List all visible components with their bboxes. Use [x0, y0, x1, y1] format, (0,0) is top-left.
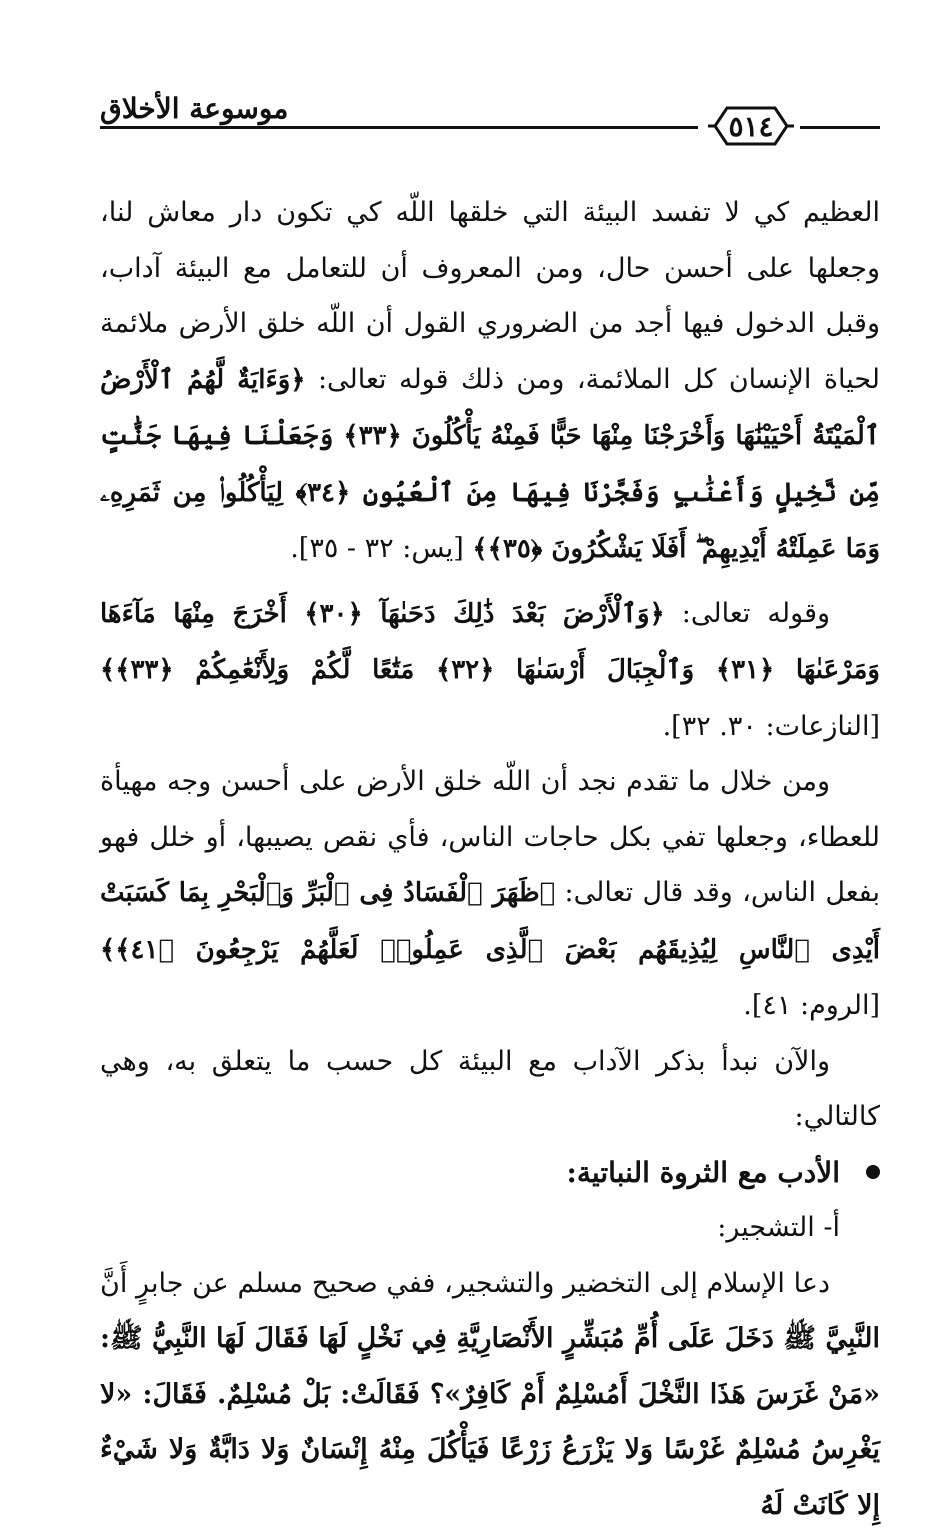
bullet-icon [866, 1165, 880, 1179]
quran-verse: ﴿وَءَايَةٌ لَّهُمُ ٱلْأَرْضُ ٱلْمَيْتَةُ أَحْيَيْنَٰهَا وَأَخْرَجْنَا مِنْهَا حَبًّا فَمِنْهُ يَأْكُلُونَ ﴿٣٣﴾ وَجَعَلْنَا فِيهَا جَنَّٰتٍ مِّن نَّخِيلٍ وَأَعْنَٰبٍ وَفَجَّرْنَا فِيهَا مِنَ ٱلْعُيُونِ ﴿٣٤﴾ لِيَأْكُلُوا۟ مِن ثَمَرِهِۦ وَمَا عَمِلَتْهُ أَيْدِيهِمْ ۖ أَفَلَا يَشْكُرُونَ ﴿٣٥﴾﴾ [100, 365, 880, 565]
hadith-text: النَّبِيَّ ﷺ دَخَلَ عَلَى أُمِّ مُبَشِّرٍ الأَنْصَارِيَّةِ فِي نَخْلٍ لَهَا فَقَالَ لَهَا النَّبِيُّ ﷺ: «مَنْ غَرَسَ هَذَا النَّخْلَ أَمُسْلِمٌ أَمْ كَافِرٌ»؟ فَقَالَتْ: بَلْ مُسْلِمٌ. فَقَالَ: «لا يَغْرِسُ مُسْلِمٌ غَرْسًا وَلا يَزْرَعُ زَرْعًا فَيَأْكُلَ مِنْهُ إِنْسَانٌ وَلا دَابَّةٌ وَلا شَيْءٌ إِلا كَانَتْ لَهُ [100, 1323, 880, 1521]
page-header [100, 84, 880, 144]
quran-verse: ﴿وَٱلْأَرْضَ بَعْدَ ذَٰلِكَ دَحَىٰهَآ ﴿٣٠﴾ أَخْرَجَ مِنْهَا مَآءَهَا وَمَرْعَىٰهَا ﴿٣١﴾ وَٱلْجِبَالَ أَرْسَىٰهَا ﴿٣٢﴾ مَتَٰعًا لَّكُمْ وَلِأَنْعَٰمِكُمْ ﴿٣٣﴾﴾ [100, 599, 880, 686]
verse-reference: [يس: ٣٢ - ٣٥]. [290, 533, 464, 564]
paragraph-text: ومن خلال ما تقدم نجد أن اللّه خلق الأرض على أحسن وجه مهيأة للعطاء، وجعلها تفي بكل حاجات الناس، فأي نقص يصيبها، أو خلل فهو بفعل الناس، وقد قال تعالى: [100, 766, 880, 908]
paragraph-text: العظيم كي لا تفسد البيئة التي خلقها اللّه كي تكون دار معاش لنا، وجعلها على أحسن حال، ومن المعروف أن للتعامل مع البيئة آداب، وقبل الدخول فيها أجد من الضروري القول أن اللّه خلق الأرض ملائمة لحياة الإنسان كل الملائمة، ومن ذلك قوله تعالى: [100, 197, 880, 395]
section-heading-text: الأدب مع الثروة النباتية: [567, 1156, 840, 1189]
paragraph: والآن نبدأ بذكر الآداب مع البيئة كل حسب ما يتعلق به، وهي كالتالي: [100, 1034, 880, 1145]
book-title: موسوعة الأخلاق [100, 92, 288, 125]
verse-reference: [الروم: ٤١]. [743, 990, 880, 1021]
verse-reference: [النازعات: ٣٠. ٣٢]. [663, 711, 880, 742]
subsection-heading: أ- التشجير: [100, 1200, 880, 1256]
paragraph-text: وقوله تعالى: [682, 598, 830, 629]
paragraph [100, 1256, 880, 1533]
page-number: ٥١٤ [728, 110, 773, 143]
section-heading [100, 1145, 880, 1201]
paragraph [100, 754, 880, 1034]
paragraph [100, 586, 880, 755]
header-rule-left [100, 126, 698, 129]
page-number-frame [705, 102, 797, 150]
paragraph [100, 185, 880, 578]
paragraph-text: دعا الإسلام إلى التخضير والتشجير، ففي صحيح مسلم عن جابرٍ أَنَّ [100, 1268, 830, 1299]
quran-verse: ﴿ظَهَرَ ٱلْفَسَادُ فِى ٱلْبَرِّ وَٱلْبَحْرِ بِمَا كَسَبَتْ أَيْدِى ٱلنَّاسِ لِيُذِيقَهُم بَعْضَ ٱلَّذِى عَمِلُوا۟ لَعَلَّهُمْ يَرْجِعُونَ ﴿٤١﴾﴾ [100, 878, 880, 965]
header-rule-right [800, 126, 880, 129]
page-body [100, 185, 880, 1533]
